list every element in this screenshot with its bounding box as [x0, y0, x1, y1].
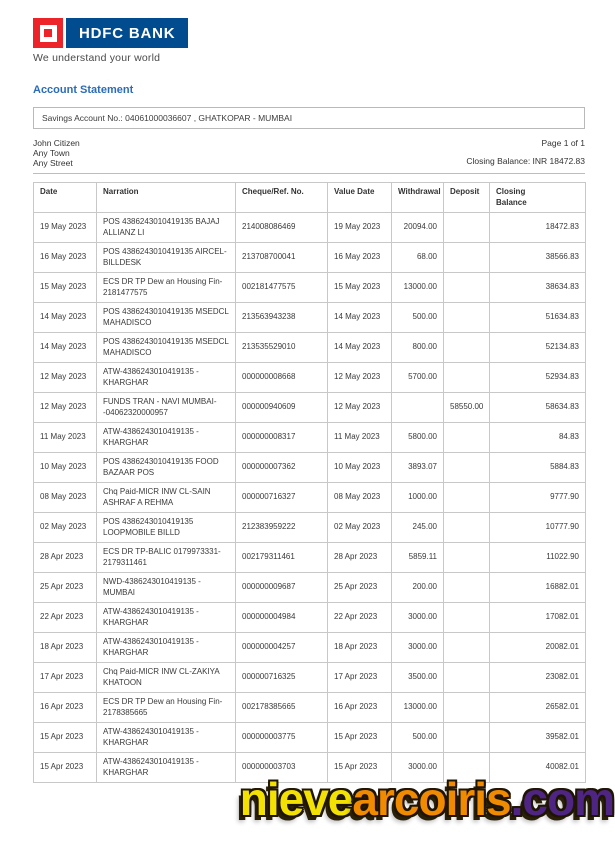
cell-withdrawal: 5859.11 [392, 543, 444, 573]
cell-closing: 23082.01 [490, 663, 586, 693]
cell-withdrawal: 68.00 [392, 243, 444, 273]
cell-narration: POS 4386243010419135 BAJAJ ALLIANZ LI [97, 213, 236, 243]
cell-closing: 26582.01 [490, 693, 586, 723]
watermark-part-yellow: nieve [239, 773, 353, 825]
cell-withdrawal: 3000.00 [392, 753, 444, 783]
cell-ref: 000000004984 [236, 603, 328, 633]
closing-balance-summary: Closing Balance: INR 18472.83 [466, 156, 585, 166]
cell-value_date: 12 May 2023 [328, 363, 392, 393]
cell-ref: 213535529010 [236, 333, 328, 363]
cell-deposit [444, 273, 490, 303]
cell-value_date: 16 May 2023 [328, 243, 392, 273]
table-row [34, 213, 586, 243]
cell-withdrawal: 5800.00 [392, 423, 444, 453]
table-row [34, 663, 586, 693]
table-header [34, 183, 586, 213]
cell-withdrawal: 5700.00 [392, 363, 444, 393]
cell-closing: 84.83 [490, 423, 586, 453]
cell-narration: ATW-4386243010419135 - KHARGHAR [97, 603, 236, 633]
cell-date: 15 May 2023 [34, 273, 97, 303]
cell-withdrawal: 245.00 [392, 513, 444, 543]
cell-ref: 002181477575 [236, 273, 328, 303]
customer-name: John Citizen [33, 138, 80, 148]
cell-ref: 000000716327 [236, 483, 328, 513]
bank-name: HDFC BANK [66, 18, 188, 48]
cell-withdrawal: 500.00 [392, 723, 444, 753]
cell-ref: 000000008317 [236, 423, 328, 453]
column-header-closing: Closing Balance [490, 183, 586, 213]
page-title: Account Statement [33, 84, 134, 96]
cell-deposit [444, 213, 490, 243]
cell-narration: ATW-4386243010419135 - KHARGHAR [97, 723, 236, 753]
cell-narration: ATW-4386243010419135 - KHARGHAR [97, 753, 236, 783]
cell-narration: FUNDS TRAN - NAVI MUMBAI- -04062320000957 [97, 393, 236, 423]
cell-withdrawal: 500.00 [392, 303, 444, 333]
table-row [34, 513, 586, 543]
cell-date: 12 May 2023 [34, 363, 97, 393]
cell-value_date: 25 Apr 2023 [328, 573, 392, 603]
column-header-date: Date [34, 183, 97, 213]
table-row [34, 633, 586, 663]
table-row [34, 333, 586, 363]
cell-narration: ECS DR TP Dew an Housing Fin-2181477575 [97, 273, 236, 303]
cell-date: 11 May 2023 [34, 423, 97, 453]
cell-value_date: 15 Apr 2023 [328, 753, 392, 783]
cell-value_date: 22 Apr 2023 [328, 603, 392, 633]
table-row [34, 303, 586, 333]
cell-value_date: 17 Apr 2023 [328, 663, 392, 693]
cell-closing: 17082.01 [490, 603, 586, 633]
cell-ref: 000000940609 [236, 393, 328, 423]
customer-address-line1: Any Town [33, 148, 70, 158]
cell-date: 14 May 2023 [34, 333, 97, 363]
cell-narration: ECS DR TP Dew an Housing Fin-2178385665 [97, 693, 236, 723]
cell-deposit [444, 573, 490, 603]
cell-withdrawal: 13000.00 [392, 273, 444, 303]
table-row [34, 573, 586, 603]
cell-value_date: 10 May 2023 [328, 453, 392, 483]
table-row [34, 243, 586, 273]
statement-header [33, 18, 585, 64]
cell-deposit [444, 483, 490, 513]
cell-date: 25 Apr 2023 [34, 573, 97, 603]
cell-value_date: 16 Apr 2023 [328, 693, 392, 723]
cell-narration: Chq Paid-MICR INW CL-ZAKIYA KHATOON [97, 663, 236, 693]
cell-deposit [444, 543, 490, 573]
cell-date: 16 May 2023 [34, 243, 97, 273]
cell-date: 19 May 2023 [34, 213, 97, 243]
cell-ref: 000000004257 [236, 633, 328, 663]
table-row [34, 453, 586, 483]
cell-withdrawal: 3500.00 [392, 663, 444, 693]
watermark-part-orange: arcoiris [352, 773, 511, 825]
cell-deposit [444, 303, 490, 333]
cell-deposit [444, 693, 490, 723]
cell-deposit [444, 423, 490, 453]
watermark [240, 772, 614, 826]
bank-tagline: We understand your world [33, 52, 161, 64]
cell-deposit [444, 363, 490, 393]
hdfc-logo-icon [33, 18, 63, 48]
table-header-row [34, 183, 586, 213]
column-header-value_date: Value Date [328, 183, 392, 213]
cell-ref: 000000008668 [236, 363, 328, 393]
cell-deposit [444, 603, 490, 633]
cell-value_date: 08 May 2023 [328, 483, 392, 513]
cell-deposit [444, 453, 490, 483]
cell-ref: 213708700041 [236, 243, 328, 273]
cell-value_date: 19 May 2023 [328, 213, 392, 243]
cell-date: 28 Apr 2023 [34, 543, 97, 573]
section-divider [33, 173, 585, 174]
cell-deposit [444, 633, 490, 663]
cell-closing: 10777.90 [490, 513, 586, 543]
table-row [34, 363, 586, 393]
cell-value_date: 28 Apr 2023 [328, 543, 392, 573]
cell-value_date: 14 May 2023 [328, 303, 392, 333]
cell-date: 18 Apr 2023 [34, 633, 97, 663]
cell-withdrawal: 20094.00 [392, 213, 444, 243]
cell-closing: 52934.83 [490, 363, 586, 393]
cell-closing: 40082.01 [490, 753, 586, 783]
table-body [34, 213, 586, 783]
cell-narration: POS 4386243010419135 MSEDCL MAHADISCO [97, 303, 236, 333]
cell-narration: POS 4386243010419135 LOOPMOBILE BILLD [97, 513, 236, 543]
cell-withdrawal: 3000.00 [392, 633, 444, 663]
table-row [34, 693, 586, 723]
cell-value_date: 02 May 2023 [328, 513, 392, 543]
customer-address-line2: Any Street [33, 158, 73, 168]
column-header-deposit: Deposit [444, 183, 490, 213]
hdfc-bank-logo [33, 18, 188, 48]
cell-ref: 212383959222 [236, 513, 328, 543]
cell-closing: 52134.83 [490, 333, 586, 363]
cell-narration: ATW-4386243010419135 - KHARGHAR [97, 423, 236, 453]
cell-date: 16 Apr 2023 [34, 693, 97, 723]
cell-deposit [444, 513, 490, 543]
cell-closing: 11022.90 [490, 543, 586, 573]
cell-ref: 214008086469 [236, 213, 328, 243]
table-row [34, 273, 586, 303]
watermark-part-purple: .com [510, 773, 614, 825]
cell-value_date: 18 Apr 2023 [328, 633, 392, 663]
cell-date: 02 May 2023 [34, 513, 97, 543]
table-row [34, 483, 586, 513]
cell-ref: 000000003775 [236, 723, 328, 753]
cell-date: 12 May 2023 [34, 393, 97, 423]
cell-ref: 000000716325 [236, 663, 328, 693]
cell-deposit: 58550.00 [444, 393, 490, 423]
customer-info-row [33, 138, 585, 168]
account-number-box: Savings Account No.: 04061000036607 , GHATKOPAR - MUMBAI [33, 107, 585, 129]
statement-meta [466, 138, 585, 168]
cell-closing: 9777.90 [490, 483, 586, 513]
cell-ref: 000000003703 [236, 753, 328, 783]
cell-closing: 5884.83 [490, 453, 586, 483]
cell-date: 10 May 2023 [34, 453, 97, 483]
cell-ref: 002179311461 [236, 543, 328, 573]
cell-deposit [444, 663, 490, 693]
cell-ref: 213563943238 [236, 303, 328, 333]
cell-deposit [444, 243, 490, 273]
cell-closing: 16882.01 [490, 573, 586, 603]
cell-closing: 38566.83 [490, 243, 586, 273]
cell-narration: Chq Paid-MICR INW CL-SAIN ASHRAF A REHMA [97, 483, 236, 513]
cell-withdrawal: 13000.00 [392, 693, 444, 723]
column-header-withdrawal: Withdrawal [392, 183, 444, 213]
cell-narration: ECS DR TP-BALIC 0179973331-2179311461 [97, 543, 236, 573]
cell-date: 08 May 2023 [34, 483, 97, 513]
cell-value_date: 11 May 2023 [328, 423, 392, 453]
column-header-narration: Narration [97, 183, 236, 213]
cell-withdrawal: 1000.00 [392, 483, 444, 513]
cell-narration: ATW-4386243010419135 - KHARGHAR [97, 633, 236, 663]
cell-deposit [444, 723, 490, 753]
table-row [34, 543, 586, 573]
cell-value_date: 12 May 2023 [328, 393, 392, 423]
cell-date: 15 Apr 2023 [34, 753, 97, 783]
table-row [34, 423, 586, 453]
cell-deposit [444, 333, 490, 363]
cell-value_date: 14 May 2023 [328, 333, 392, 363]
cell-date: 15 Apr 2023 [34, 723, 97, 753]
cell-date: 17 Apr 2023 [34, 663, 97, 693]
cell-narration: ATW-4386243010419135 - KHARGHAR [97, 363, 236, 393]
cell-closing: 39582.01 [490, 723, 586, 753]
cell-ref: 000000009687 [236, 573, 328, 603]
cell-narration: POS 4386243010419135 AIRCEL-BILLDESK [97, 243, 236, 273]
cell-closing: 20082.01 [490, 633, 586, 663]
cell-withdrawal: 3000.00 [392, 603, 444, 633]
cell-date: 22 Apr 2023 [34, 603, 97, 633]
cell-closing: 51634.83 [490, 303, 586, 333]
cell-withdrawal [392, 393, 444, 423]
transactions-table [33, 182, 586, 783]
cell-narration: NWD-4386243010419135 -MUMBAI [97, 573, 236, 603]
cell-ref: 002178385665 [236, 693, 328, 723]
cell-withdrawal: 3893.07 [392, 453, 444, 483]
cell-date: 14 May 2023 [34, 303, 97, 333]
cell-closing: 38634.83 [490, 273, 586, 303]
cell-narration: POS 4386243010419135 MSEDCL MAHADISCO [97, 333, 236, 363]
customer-address-block [33, 138, 80, 168]
cell-narration: POS 4386243010419135 FOOD BAZAAR POS [97, 453, 236, 483]
cell-ref: 000000007362 [236, 453, 328, 483]
cell-value_date: 15 Apr 2023 [328, 723, 392, 753]
page-indicator: Page 1 of 1 [541, 138, 585, 148]
cell-value_date: 15 May 2023 [328, 273, 392, 303]
cell-closing: 18472.83 [490, 213, 586, 243]
table-row [34, 393, 586, 423]
cell-closing: 58634.83 [490, 393, 586, 423]
column-header-ref: Cheque/Ref. No. [236, 183, 328, 213]
cell-withdrawal: 800.00 [392, 333, 444, 363]
table-row [34, 723, 586, 753]
table-row [34, 603, 586, 633]
cell-withdrawal: 200.00 [392, 573, 444, 603]
